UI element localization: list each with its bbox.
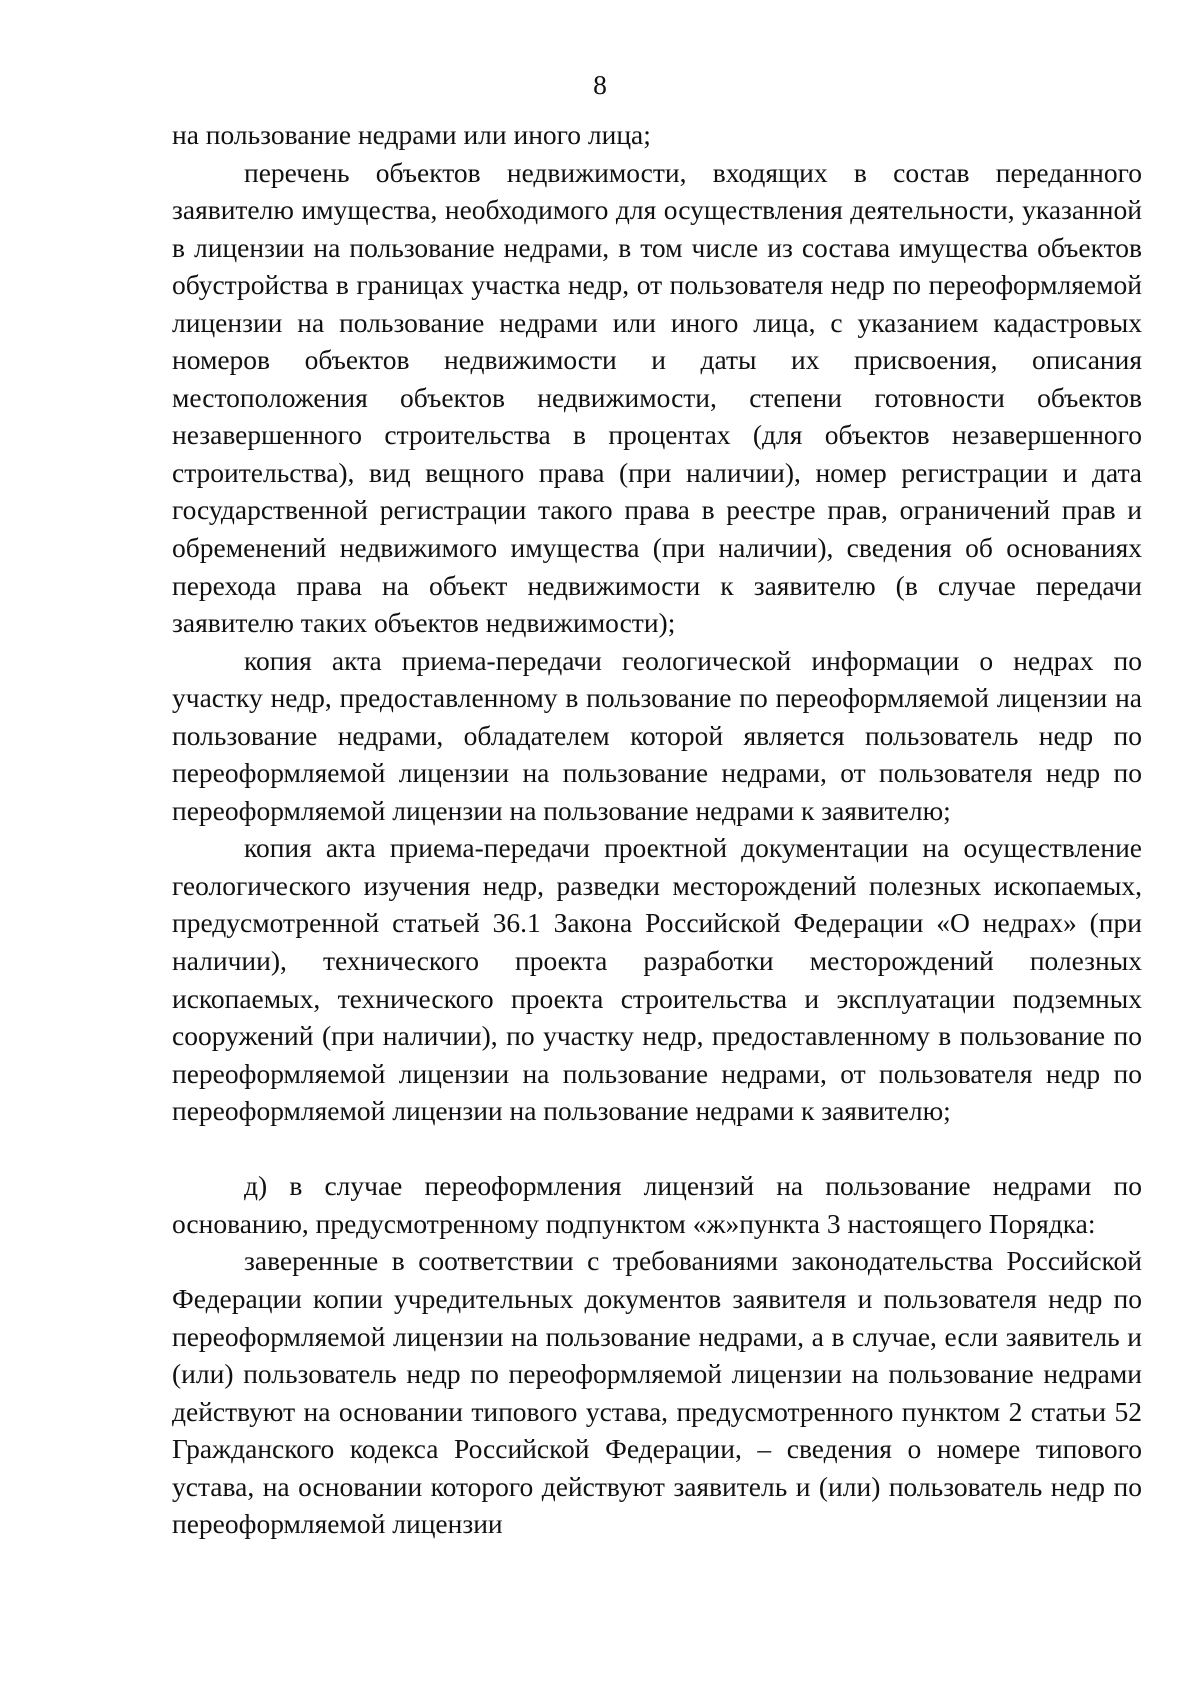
paragraph-continuation: на пользование недрами или иного лица; bbox=[172, 119, 651, 150]
paragraph-certified-copies: заверенные в соответствии с требованиями законодательства Российской Федерации копии учредительных документов заявителя и пользователя недр по переоформляемой лицензии на пользование недрами, а в случае, если заявитель и (или) пользователь недр по переоформляемой лицензии на пользование недрами действуют на основании типового устава, предусмотренного пунктом 2 статьи 52 Гражданского кодекса Российской Федерации, – сведения о номере типового устава, на основании которого действуют заявитель и (или) пользователь недр по переоформляемой лицензии bbox=[172, 1245, 1142, 1540]
paragraph-real-estate-list: перечень объектов недвижимости, входящих в состав переданного заявителю имущества, необходимого для осуществления деятельности, указанной в лицензии на пользование недрами, в том числе из состава имущества объектов обустройства в границах участка недр, от пользователя недр по переоформляемой лицензии на пользование недрами или иного лица, с указанием кадастровых номеров объектов недвижимости и даты их присвоения, описания местоположения объектов недвижимости, степени готовности объектов незавершенного строительства в процентах (для объектов незавершенного строительства), вид вещного права (при наличии), номер регистрации и дата государственной регистрации такого права в реестре прав, ограничений прав и обременений недвижимого имущества (при наличии), сведения об основаниях перехода права на объект недвижимости к заявителю (в случае передачи заявителю таких объектов недвижимости); bbox=[172, 156, 1142, 639]
document-body bbox=[172, 116, 1142, 1543]
section-spacer bbox=[172, 1130, 1142, 1168]
page-number: 8 bbox=[593, 69, 607, 100]
paragraph-project-documentation-act: копия акта приема-передачи проектной документации на осуществление геологического изучения недр, разведки месторождений полезных ископаемых, предусмотренной статьей 36.1 Закона Российской Федерации «О недрах» (при наличии), технического проекта разработки месторождений полезных ископаемых, технического проекта строительства и эксплуатации подземных сооружений (при наличии), по участку недр, предоставленному в пользование по переоформляемой лицензии на пользование недрами, от пользователя недр по переоформляемой лицензии на пользование недрами к заявителю; bbox=[172, 832, 1142, 1127]
paragraph-geological-info-act: копия акта приема-передачи геологической информации о недрах по участку недр, предоставленному в пользование по переоформляемой лицензии на пользование недрами, обладателем которой является пользователь недр по переоформляемой лицензии на пользование недрами, от пользователя недр по переоформляемой лицензии на пользование недрами к заявителю; bbox=[172, 644, 1142, 826]
paragraph-subpoint-d: д) в случае переоформления лицензий на пользование недрами по основанию, предусмотренному подпунктом «ж»пункта 3 настоящего Порядка: bbox=[172, 1170, 1142, 1239]
